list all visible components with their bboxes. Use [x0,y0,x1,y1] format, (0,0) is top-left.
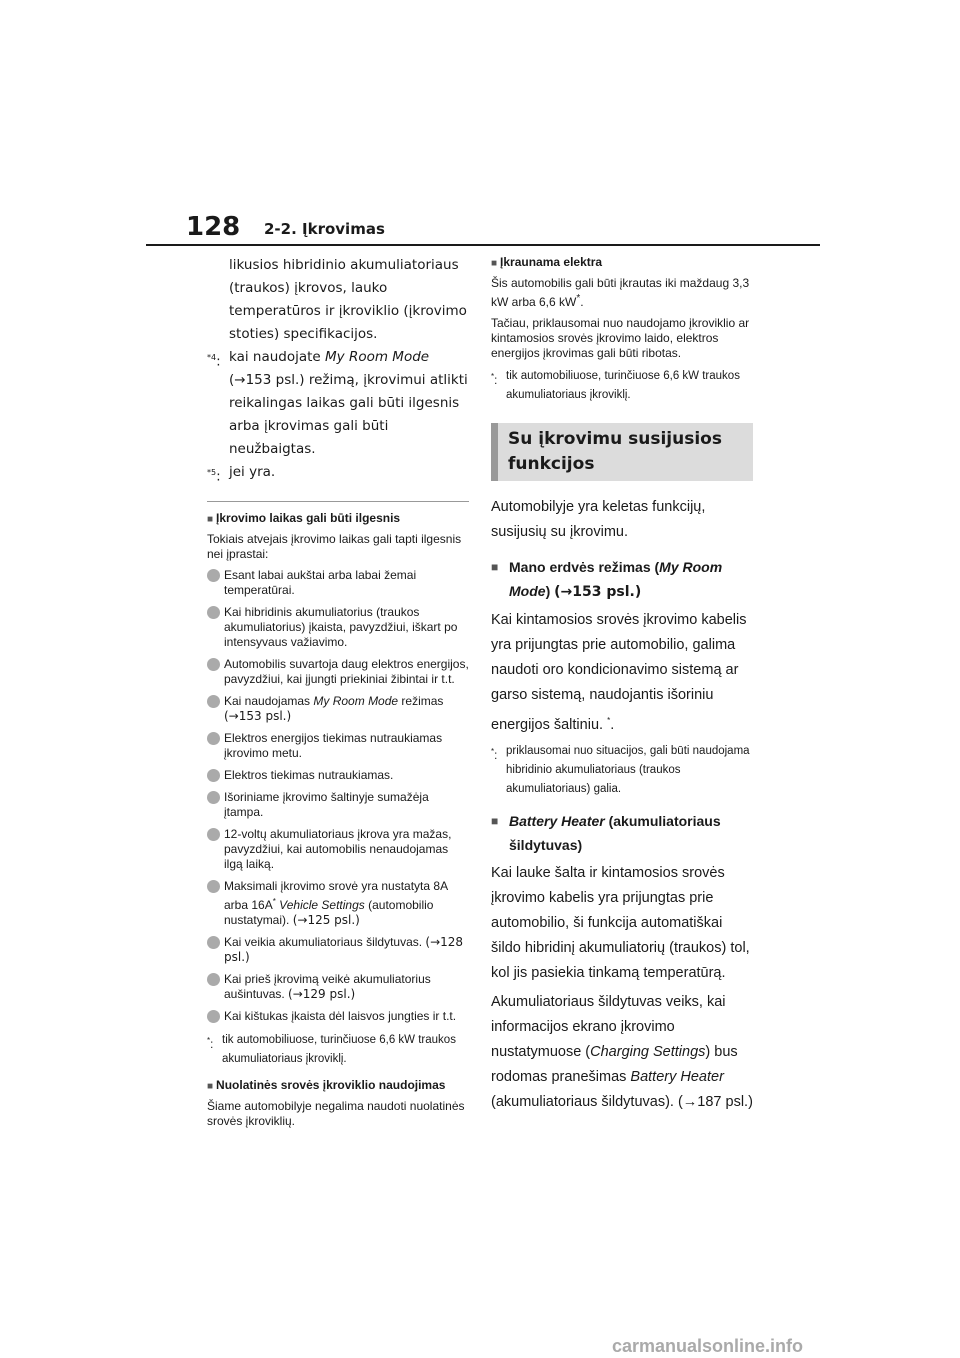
page-reference: (→128 psl.) [224,934,464,964]
footnote-mark: *4 [207,353,217,362]
footnote-5: $^{*5}$: jei yra. [207,464,276,485]
subheading-dc-charger: ■ Nuolatinės srovės įkroviklio naudojimas [207,1077,446,1092]
bullet-icon [207,973,220,986]
list-item: 12-voltų akumuliatoriaus įkrova yra mažas, pavyzdžiui, kai automobilis nenaudojamas ilgą laiką. [207,827,469,872]
footnote: *: tik automobiliuose, turinčiuose 6,6 kW traukos akumuliatoriaus įkroviklį. [491,370,740,401]
subheading-battery-heater: ■ Battery Heater (akumuliatoriaus šildytuvas) [491,809,753,857]
bullet-icon [207,569,220,582]
list-item: Kai kištukas įkaista dėl laisvos jungties ir t.t. [207,1009,469,1024]
page-reference: (→153 psl.) [554,584,642,600]
paragraph: Šiame automobilyje negalima naudoti nuolatinės srovės įkroviklių. [207,1098,465,1128]
list-item: Išoriniame įkrovimo šaltinyje sumažėja įtampa. [207,790,469,820]
square-bullet-icon: ■ [207,513,214,525]
list-item: Kai prieš įkrovimą veikė akumuliatorius aušintuvas. (→129 psl.) [207,972,469,1002]
continued-text: likusios hibridinio akumuliatoriaus (traukos) įkrovos, lauko temperatūros ir įkroviklio (įkrovimo stoties) specifikacijos. [229,257,467,342]
watermark: carmanualsonline.info [612,1336,804,1356]
list-item: Automobilis suvartoja daug elektros energijos, pavyzdžiui, kai įjungti priekiniai žibintai ir t.t. [207,657,469,687]
subheading-charging-time: ■ Įkrovimo laikas gali būti ilgesnis [207,510,401,525]
subheading-charged-electricity: ■ Įkraunama elektra [491,255,603,269]
paragraph: Šis automobilis gali būti įkrautas iki maždaug 3,3 kW arba 6,6 kW*. [491,276,750,309]
page-reference: (→129 psl.) [288,986,356,1001]
page-reference: (→125 psl.) [292,912,360,927]
paragraph: Automobilyje yra keletas funkcijų, susijusių su įkrovimu. [491,499,706,540]
list-item: Kai naudojamas My Room Mode režimas (→153 psl.) [207,694,469,724]
bullet-icon [207,828,220,841]
page-reference: (→153 psl.) [224,708,292,723]
square-bullet-icon: ■ [491,258,498,269]
footnote-4: $^{*4}$: kai naudojate My Room Mode (→153 psl.) režimą, įkrovimui atlikti reikalingas laikas gali būti ilgesnis arba įkrovimas gali būti neužbaigtas. [207,349,468,457]
list-item: Kai hibridinis akumuliatorius (traukos akumuliatorius) įkaista, pavyzdžiui, iškart po intensyvaus važiavimo. [207,605,469,650]
list-item: Elektros tiekimas nutraukiamas. [207,768,469,783]
page-number: 128 [186,212,241,242]
list-item: Elektros energijos tiekimas nutraukiamas įkrovimo metu. [207,731,469,761]
paragraph: Kai lauke šalta ir kintamosios srovės įkrovimo kabelis yra prijungtas prie automobilio, ši funkcija automatiškai šildo hibridinį akumuliatorių (traukos) tol, kol jis pasiekia tinkamą temperatūrą. [491,864,750,981]
bullet-icon [207,880,220,893]
footnote: *: tik automobiliuose, turinčiuose 6,6 kW traukos akumuliatoriaus įkroviklį. [207,1033,456,1065]
section-heading-box: Su įkrovimu susijusios funkcijos [491,423,753,481]
header-rule [146,244,820,246]
subheading-my-room-mode: ■ Mano erdvės režimas (My Room Mode) (→153 psl.) [491,555,753,604]
bullet-icon [207,791,220,804]
list-item: Kai veikia akumuliatoriaus šildytuvas. (→128 psl.) [207,935,469,965]
bullet-icon [207,1010,220,1023]
paragraph: Kai kintamosios srovės įkrovimo kabelis yra prijungtas prie automobilio, galima naudoti oro kondicionavimo sistemą ar garso sistemą, naudojantis išoriniu energijos šaltiniu. *. [491,612,747,733]
bullet-icon [207,606,220,619]
paragraph: Akumuliatoriaus šildytuvas veiks, kai informacijos ekrano įkrovimo nustatymuose (Charging Settings) bus rodomas pranešimas Battery Heater (akumuliatoriaus šildytuvas). (→187 psl.) [491,993,753,1110]
paragraph: Tokiais atvejais įkrovimo laikas gali tapti ilgesnis nei įprastai: [207,531,462,561]
left-column [207,254,469,1135]
square-bullet-icon: ■ [491,813,499,828]
list-item: Maksimali įkrovimo srovė yra nustatyta 8A arba 16A* Vehicle Settings (automobilio nustatymai). (→125 psl.) [207,879,469,928]
separator [207,501,469,502]
footnote: *: priklausomai nuo situacijos, gali būti naudojama hibridinio akumuliatoriaus (traukos akumuliatoriaus) galia. [491,744,750,795]
bullet-icon [207,658,220,671]
list-item: Esant labai aukštai arba labai žemai temperatūrai. [207,568,469,598]
square-bullet-icon: ■ [491,560,499,574]
section-title: 2-2. Įkrovimas [264,220,385,238]
paragraph: Tačiau, priklausomai nuo naudojamo įkroviklio ar kintamosios srovės įkrovimo laido, elektros energijos įkrovimas gali būti ribotas. [491,316,750,360]
bullet-icon [207,732,220,745]
bullet-icon [207,695,220,708]
bullet-icon [207,769,220,782]
right-column [491,254,753,1119]
bullet-icon [207,936,220,949]
square-bullet-icon: ■ [207,1080,214,1092]
footnote-mark: *5 [207,468,217,477]
